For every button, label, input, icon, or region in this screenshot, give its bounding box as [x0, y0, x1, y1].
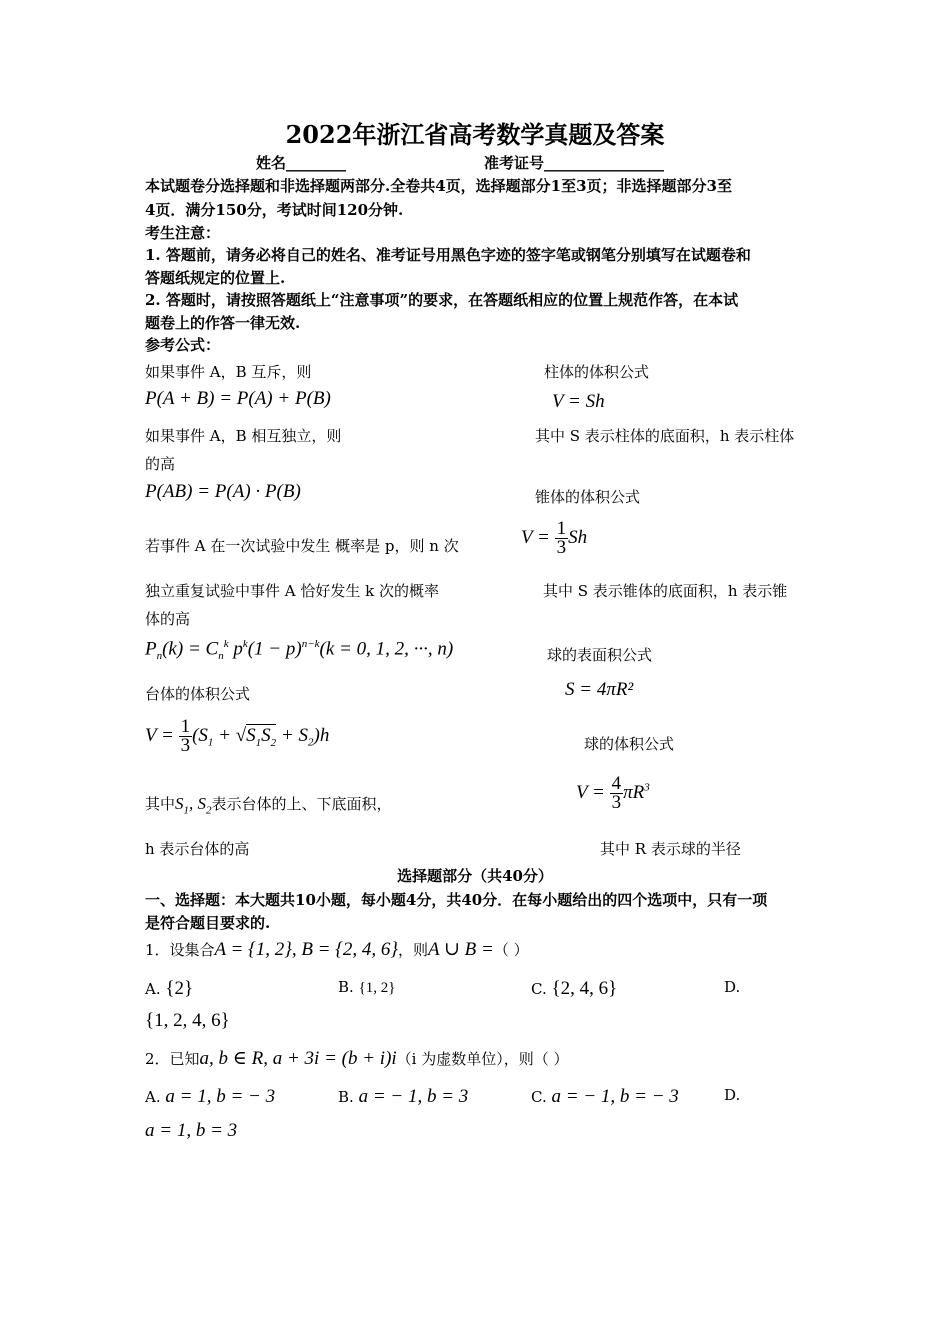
question-2-option-b[interactable]: B. a = − 1, b = 3: [338, 1086, 469, 1107]
page-title: 2022年浙江省高考数学真题及答案: [285, 120, 665, 149]
notice-2-line-1: 2. 答题时，请按照答题纸上“注意事项”的要求，在答题纸相应的位置上规范作答，在本试: [145, 291, 739, 309]
question-1-option-d[interactable]: D.: [724, 978, 741, 996]
question-1-option-b[interactable]: B. {1, 2}: [338, 978, 396, 996]
prism-note-1: 其中 S 表示柱体的底面积，h 表示柱体: [535, 427, 795, 445]
question-2-option-d[interactable]: D.: [724, 1086, 741, 1104]
question-2-option-a[interactable]: A. a = 1, b = − 3: [145, 1086, 276, 1107]
binomial-formula: $P_n(k) = C_n^k$ $p^k(1 - p)^{n-k}(k = 0$, 1, 2, ···, n): [145, 638, 454, 663]
notice-1-line-1: 1. 答题前，请务必将自己的姓名、准考证号用黑色字迹的签字笔或钢笔分别填写在试题卷和: [145, 246, 751, 264]
frustum-volume-formula: V = $\frac{1}{3}$ $(S_1 + √S_1S_2 + S_2)h$: [145, 716, 330, 756]
independent-text: 如果事件 A，B 相互独立，则: [145, 427, 342, 445]
reference-formulas-title: 参考公式：: [145, 336, 221, 354]
question-2-stem: 2．已知a, b ∈ R, a + 3i = (b + i)i（i 为虚数单位），则（ ）: [145, 1048, 569, 1069]
question-1-stem: 1．设集合A = {1, 2}, B = {2, 4, 6}，则A ∪ B =（ ）: [145, 939, 529, 960]
exam-id-field-label: 准考证号________________: [484, 154, 665, 172]
question-1-option-d-value: {1, 2, 4, 6}: [145, 1010, 230, 1031]
notice-title: 考生注意：: [145, 224, 221, 242]
intro-line-2: 4页．满分150分，考试时间120分钟.: [145, 201, 404, 219]
cone-volume-title: 锥体的体积公式: [535, 488, 641, 506]
sphere-area-title: 球的表面积公式: [547, 646, 653, 664]
prism-volume-title: 柱体的体积公式: [544, 363, 650, 381]
name-field-label: 姓名________: [256, 154, 347, 172]
question-2-option-d-value: a = 1, b = 3: [145, 1120, 238, 1141]
notice-2-line-2: 题卷上的作答一律无效.: [145, 314, 301, 332]
frustum-note-2: h 表示台体的高: [145, 840, 250, 858]
binomial-text-2: 独立重复试验中事件 A 恰好发生 k 次的概率: [145, 582, 439, 600]
binomial-text-1: 若事件 A 在一次试验中发生 概率是 p，则 n 次: [145, 537, 459, 555]
question-2-option-c[interactable]: C. a = − 1, b = − 3: [531, 1086, 679, 1107]
sphere-volume-title: 球的体积公式: [584, 735, 675, 753]
prism-note-2: 的高: [145, 455, 176, 473]
section-instruction-1: 一、选择题：本大题共10小题，每小题4分，共40分．在每小题给出的四个选项中，只有一项: [145, 891, 768, 909]
sphere-volume-formula: V = $\frac{4}{3}$ $\pi R^3$: [576, 773, 650, 813]
frustum-volume-title: 台体的体积公式: [145, 685, 251, 703]
section-instruction-2: 是符合题目要求的.: [145, 914, 271, 932]
independent-formula: P(AB) = P(A) · P(B): [145, 481, 301, 502]
question-1-option-c[interactable]: C. {2, 4, 6}: [531, 978, 618, 999]
question-1-option-a[interactable]: A. {2}: [145, 978, 194, 999]
cone-note-2: 体的高: [145, 610, 191, 628]
intro-line-1: 本试题卷分选择题和非选择题两部分.全卷共4页，选择题部分1至3页；非选择题部分3至: [145, 177, 732, 195]
cone-volume-formula: V = $\frac{1}{3}$ Sh: [521, 518, 588, 558]
cone-note-1: 其中 S 表示锥体的底面积，h 表示锥: [543, 582, 788, 600]
mutex-text: 如果事件 A，B 互斥，则: [145, 363, 312, 381]
section-title: 选择题部分（共40分）: [397, 867, 553, 885]
sphere-note: 其中 R 表示球的半径: [600, 840, 741, 858]
mutex-formula: P(A + B) = P(A) + P(B): [145, 388, 331, 409]
notice-1-line-2: 答题纸规定的位置上.: [145, 269, 286, 287]
sphere-area-formula: S = 4πR²: [565, 679, 634, 700]
frustum-note-1: 其中$S_1$, $S_2$表示台体的上、下底面积，: [145, 794, 392, 817]
prism-volume-formula: V = Sh: [552, 391, 605, 412]
